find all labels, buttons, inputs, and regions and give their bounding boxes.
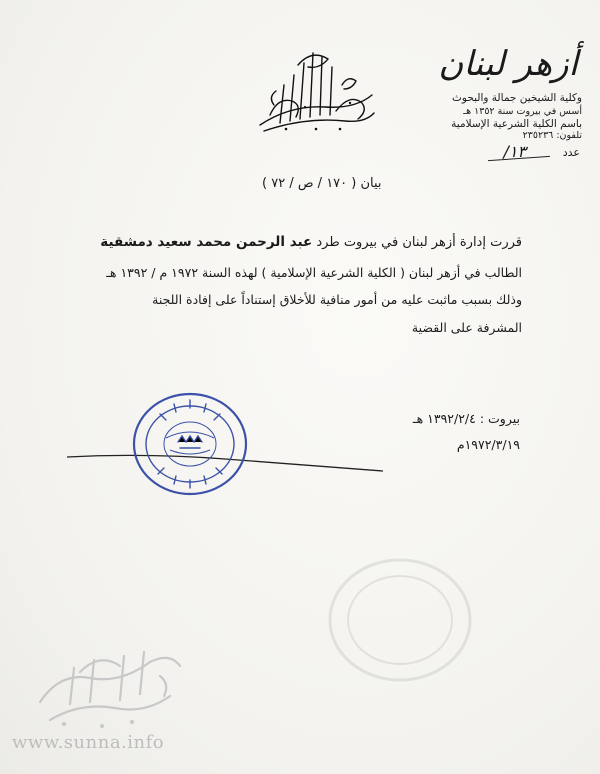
date-hijri: بيروت : ١٣٩٢/٢/٤ هـ bbox=[412, 411, 520, 426]
letterhead-line-2: أسس في بيروت سنة ١٣٥٢ هـ bbox=[463, 106, 582, 117]
body-line-3: وذلك بسبب ماثبت عليه من أمور منافية للأخلاق إستناداً على إفادة اللجنة bbox=[152, 292, 522, 307]
student-name: عبد الرحمن محمد سعيد دمشقية bbox=[100, 234, 313, 250]
body-line-4: المشرفة على القضية bbox=[411, 320, 522, 335]
date-gregorian: ١٩٧٢/٣/١٩م bbox=[456, 437, 520, 452]
body-line-1 bbox=[100, 234, 522, 250]
watermark-logo bbox=[20, 632, 190, 742]
faded-stamp bbox=[325, 555, 475, 685]
letterhead-title: أزهر لبنان bbox=[438, 44, 578, 84]
body-line-1-text: قررت إدارة أزهر لبنان في بيروت طرد bbox=[316, 235, 522, 250]
reference-number bbox=[440, 142, 580, 164]
letterhead-line-3: باسم الكلية الشرعية الإسلامية bbox=[451, 118, 582, 130]
basmala-calligraphy bbox=[250, 45, 380, 140]
reference-label: عدد bbox=[562, 146, 580, 159]
statement-reference: بيان ( ١٧٠ / ص / ٧٢ ) bbox=[262, 176, 382, 191]
letterhead-line-4: تلفون: ٢٣٥٢٣٦ bbox=[522, 130, 582, 141]
letterhead-line-1: وكلية الشيخين جمالة والبحوث bbox=[452, 92, 582, 104]
watermark-url: www.sunna.info bbox=[12, 732, 165, 753]
official-stamp bbox=[130, 390, 250, 498]
reference-value: ١٣/ bbox=[503, 142, 526, 161]
body-line-2: الطالب في أزهر لبنان ( الكلية الشرعية الإسلامية ) لهذه السنة ١٩٧٢ م / ١٣٩٢ هـ bbox=[106, 265, 522, 280]
